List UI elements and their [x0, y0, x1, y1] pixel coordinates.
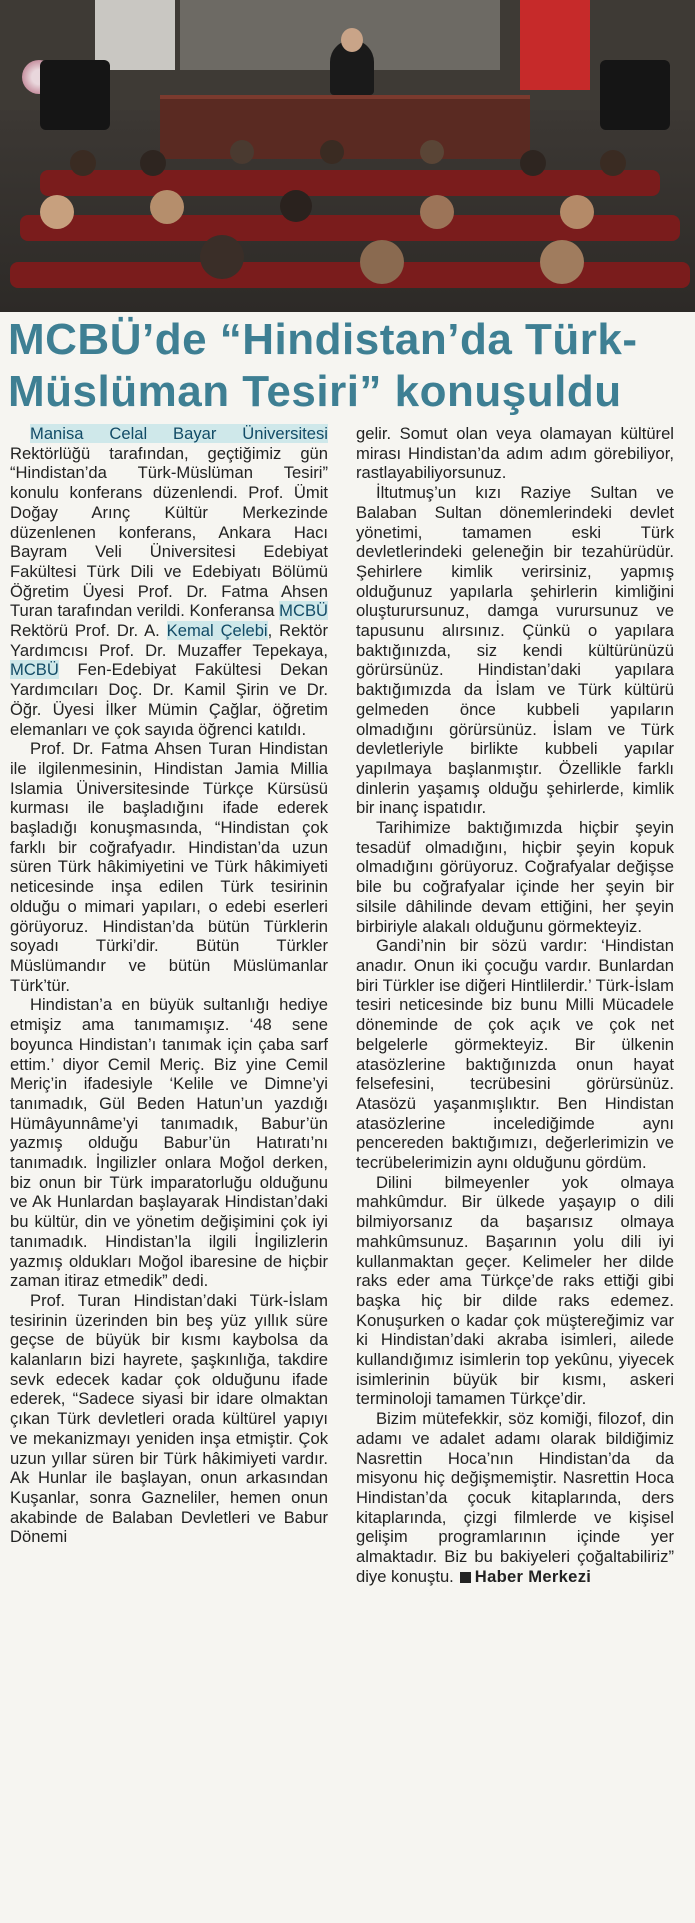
audience-member: [230, 140, 254, 164]
audience-member: [540, 240, 584, 284]
audience-member: [40, 195, 74, 229]
article-column-right: [356, 424, 674, 1586]
paragraph: Gandi’nin bir sözü vardır: ‘Hindistan anadır. Onun iki çocuğu vardır. Bunlardan biri Türkler ise diğeri Hintlilerdir.’ Türk-İslam tesiri neticesinde biz bunu Milli Mücadele döneminde de çok açık ve çok net belgelerle görmekteyiz. Bir ülkenin atasözlerine baktığınızda onun hayat felsefesini, tecrübesini görürsünüz. Atasözü yaşanmışlıktır. Ben Hindistan atasözlerine incelediğimde aynı pencereden baktığımızı, değerlerimizin ve tecrübelerimizin aynı olduğunu gördüm.: [356, 936, 674, 1173]
loudspeaker-right: [600, 60, 670, 130]
highlighted-org-name: Manisa Celal Bayar Üniversitesi: [30, 424, 328, 443]
text-run: Rektörlüğü tarafından, geçtiğimiz gün “Hindistan’da Türk-Müslüman Tesiri” konulu konferans düzenlendi. Prof. Ümit Doğay Arınç Kültür Merkezinde düzenlenen konferans, Ankara Hacı Bayram Veli Üniversitesi Edebiyat Fakültesi Türk Dili ve Edebiyatı Bölümü Öğretim Üyesi Prof. Dr. Fatma Ahsen Turan tarafından verildi. Konferansa: [10, 443, 328, 621]
article-column-left: [10, 424, 328, 1547]
audience-member: [420, 140, 444, 164]
loudspeaker-left: [40, 60, 110, 130]
paragraph: [10, 424, 328, 739]
highlighted-org-abbr: MCBÜ: [279, 601, 328, 621]
turkish-flag: [520, 0, 590, 90]
audience-member: [420, 195, 454, 229]
paragraph: Dilini bilmeyenler yok olmaya mahkûmdur. Bir ülkede yaşayıp o dili bilmiyorsanız da başarısız olmaya mahkûmsunuz. Başarının yolu dili iyi kullanmaktan geçer. Kelimeler her dilde raks eder ama Türkçe’de raks ettiği gibi başka hiç bir dilde raks edemez. Konuşurken o kadar çok müştereğimiz var ki Hindistan’daki akraba isimleri, ailede kullandığımız isimlerin top yekûnu, yiyecek isimlerinin büyük bir kısmı, askeri terminoloji tamamen Türkçe’dir.: [356, 1172, 674, 1409]
audience-member: [560, 195, 594, 229]
paragraph: İltutmuş’un kızı Raziye Sultan ve Balaban Sultan dönemlerindeki devlet yönetimi, tamamen eski Türk devletlerindeki geleneğin bir tezahürüdür. Şehirlere kimlik verirsiniz, yapmış olduğunuz yapılarla şehirlerin kimliğini oluşturursunuz, damga vurursunuz ve tapusunu alırsınız. Çünkü o yapılara baktığınızda, siz kendi kültürünüzü görürsünüz. Hindistan’daki yapılara baktığımızda da İslam ve Türk kültürü gelmeden önce kubbeli yapıların olmadığını görürsünüz. İslam ve Türk devletleriyle birlikte kubbeli yapılar yapılmaya başlanmıştır. Özellikle farklı dinlerin yaşamış olduğu şehirlerde, kimlik bir inanç ispatıdır.: [356, 483, 674, 818]
stage-banner: [95, 0, 175, 70]
podium: [160, 95, 530, 159]
seat-row: [10, 262, 690, 288]
headline: [8, 314, 688, 418]
text-run: Rektörü Prof. Dr. A.: [10, 621, 167, 641]
paragraph: Prof. Dr. Fatma Ahsen Turan Hindistan ile ilgilenmesinin, Hindistan Jamia Millia Islamia Üniversitesinde Türkçe Kürsüsü kurması ile başladığını ifade ederek başladığı konuşmasında, “Hindistan çok farklı bir coğrafyadır. Hindistan’da uzun süren Türk hâkimiyetini ve Türk hâkimiyeti neticesinde inşa edilen Türk tesirinin olduğu o mimari yapıları, o edebi eserleri görüyoruz. Hindistan’da bütün Türklerin soyadı Türki’dir. Bütün Türkler Müslümandır ve bütün Müslümanlar Türk’tür.: [10, 739, 328, 995]
seat-row: [40, 170, 660, 196]
paragraph: Prof. Turan Hindistan’daki Türk-İslam tesirinin üzerinden bin beş yüz yıllık süre geçse de büyük bir kısmı kaybolsa da kalanların bizi hayrete, şaşkınlığa, takdire sevk edecek kadar çok olduğunu ifade ederek, “Sadece siyasi bir idare olmaktan çıkan Türk devletleri orada kültürel yapıyı ve mekanizmayı yeniden inşa etmiştir. Çok uzun yıllar süren bir Türk hâkimiyeti vardır. Ak Hunlar ile başlayan, onun arkasından Kuşanlar, sonra Gazneliler, hemen onun akabinde de Balaban Devletleri ve Babur Dönemi: [10, 1290, 328, 1547]
paragraph: [356, 1409, 674, 1586]
highlighted-rector-name: Kemal Çelebi: [166, 621, 268, 641]
audience-member: [320, 140, 344, 164]
audience-member: [520, 150, 546, 176]
audience-member: [360, 240, 404, 284]
highlighted-org-abbr: MCBÜ: [10, 660, 59, 680]
audience-member: [150, 190, 184, 224]
audience-member: [70, 150, 96, 176]
text-run: Bizim mütefekkir, söz komiği, filozof, din adamı ve adalet adamı olarak bildiğimiz Nasrettin Hoca’nın Hindistan’da da misyonu hiç değişmemiştir. Nasrettin Hoca Hindistan’da çocuk kitaplarında, ders kitaplarında, çizgi filmlerde ve kişisel gelişim programlarının içinde yer almaktadır. Biz bu bakiyeleri çoğaltabiliriz” diye konuştu.: [356, 1409, 674, 1586]
paragraph: Hindistan’a en büyük sultanlığı hediye etmişiz ama tanımamışız. ‘48 sene boyunca Hindistan’ı tanımak için çaba sarf ettim.’ diyor Cemil Meriç. Biz yine Cemil Meriç’in ifadesiyle ‘Kelile ve Dimne’yi tanımadık, Gül Beden Hatun’un yazdığı Hümâyunnâme’yi tanımadık, Babur’ün yazmış olduğu Babur’ün Hatıratı’nı tanımadık. İngilizler onlara Moğol derken, biz onun bir Türk imparatorluğu olduğunu ve Ak Hunlardan başlayarak Hindistan’daki bu kültür, din ve yönetim değişimini çok iyi tanımadık. Hindistan’la ilgili İngilizlerin yazmış oldukları Moğol ibaresine de hiçbir zaman itiraz etmedik” dedi.: [10, 995, 328, 1291]
article-photo: [0, 0, 695, 312]
speaker-head: [341, 28, 363, 52]
audience-member: [200, 235, 244, 279]
audience-member: [600, 150, 626, 176]
audience-member: [140, 150, 166, 176]
square-bullet-icon: [460, 1572, 471, 1583]
headline-line-1: MCBÜ’de “Hindistan’da Türk-: [8, 315, 638, 364]
audience-member: [280, 190, 312, 222]
text-run: , Rektör Yardımcısı Prof. Dr. Muzaffer Tepekaya,: [10, 621, 328, 660]
headline-line-2: Müslüman Tesiri” konuşuldu: [8, 367, 622, 416]
news-credit: Haber Merkezi: [474, 1566, 592, 1586]
paragraph: Tarihimize baktığımızda hiçbir şeyin tesadüf olmadığını, hiçbir şeyin kopuk olmadığını görüyoruz. Coğrafyalar değişse bile bu coğrafyalar içinde her şeyin bir silsile dâhilinde devam ettiğini, her şeyin birbiriyle alakalı olduğunu görmekteyiz.: [356, 818, 674, 936]
paragraph: gelir. Somut olan veya olamayan kültürel mirası Hindistan’da adım adım görebiliyor, rastlayabiliyorsunuz.: [356, 424, 674, 483]
text-run: Fen-Edebiyat Fakültesi Dekan Yardımcıları Doç. Dr. Kamil Şirin ve Dr. Öğr. Üyesi İlker Mümin Çağlar, öğretim elemanları ve çok sayıda öğrenci katıldı.: [10, 660, 328, 739]
